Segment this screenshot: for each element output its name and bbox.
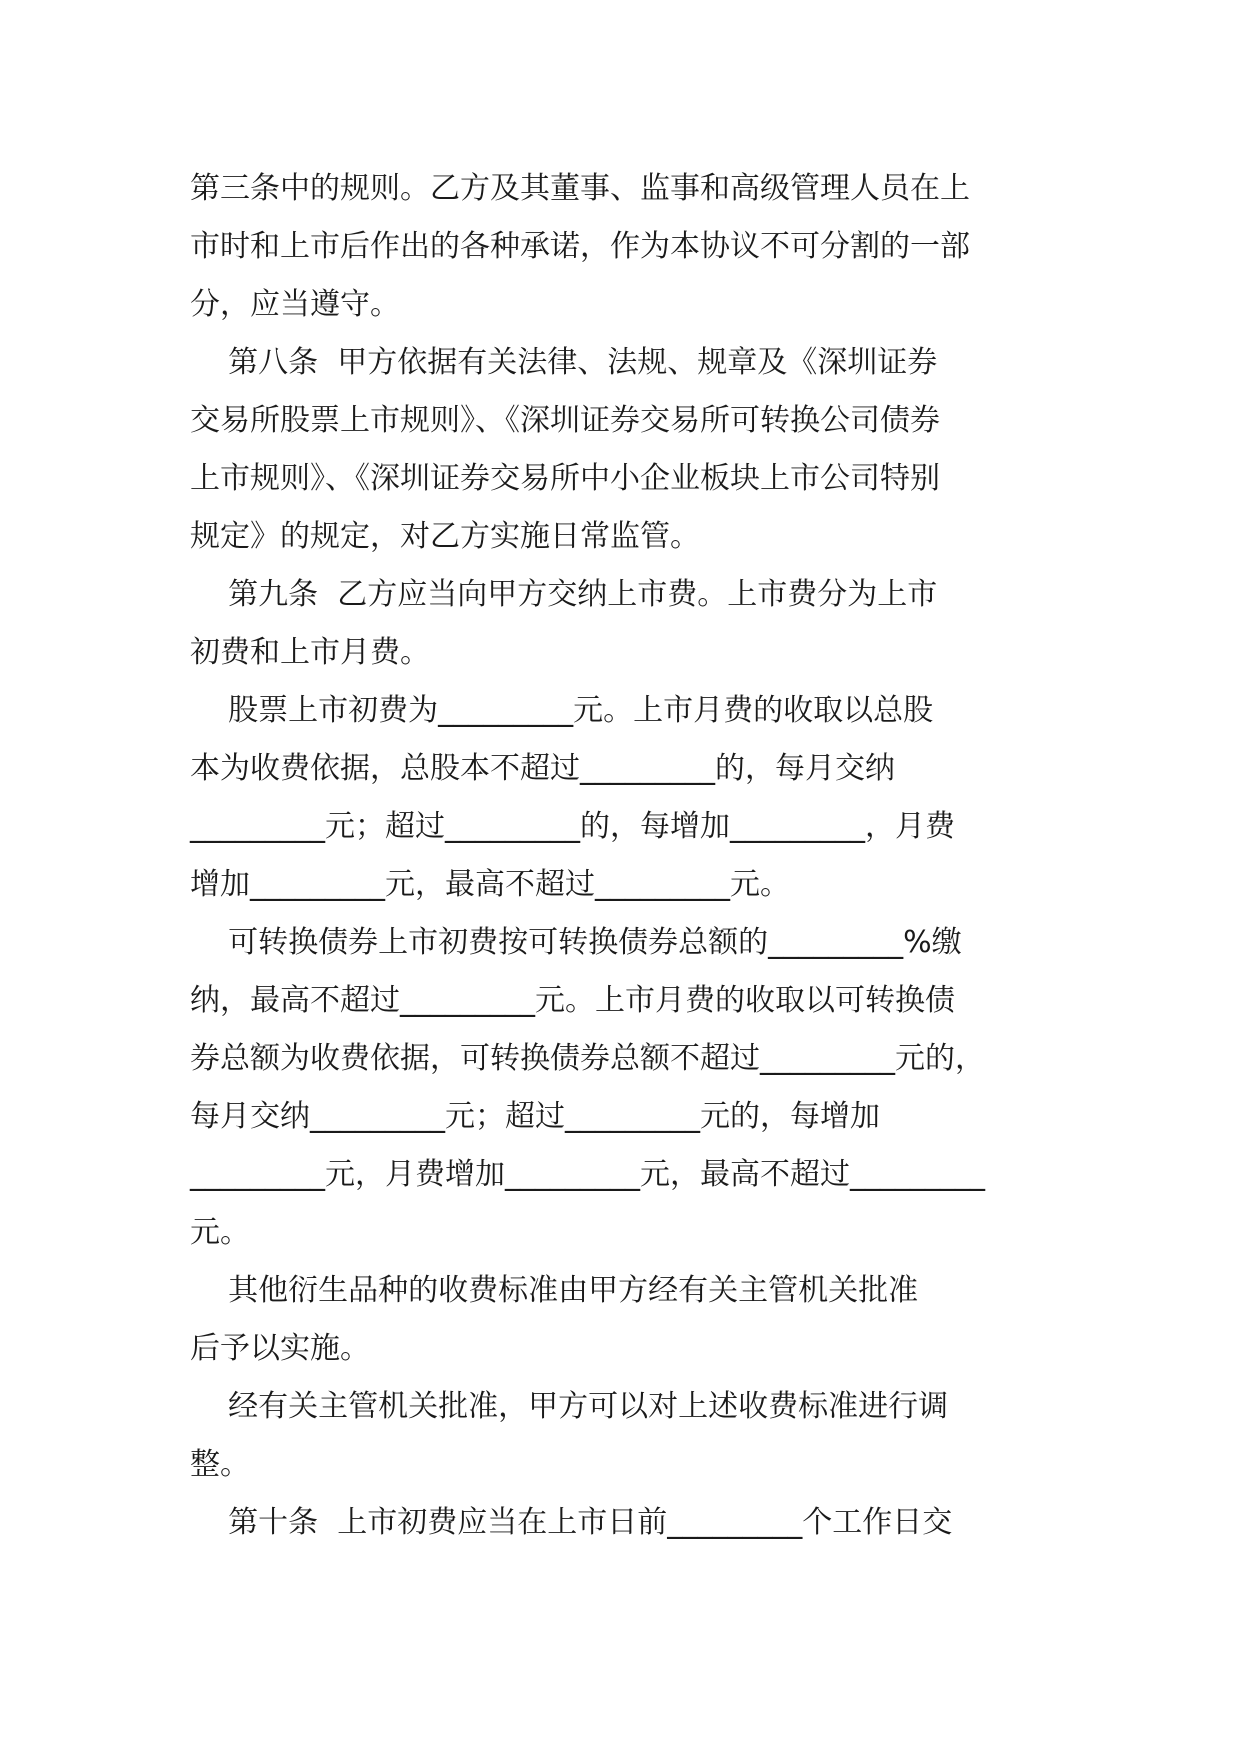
text-line: 初费和上市月费。 — [190, 635, 430, 670]
text-line: 规定》的规定，对乙方实施日常监管。 — [190, 519, 700, 554]
text-line: 第九条 乙方应当向甲方交纳上市费。上市费分为上市 — [190, 577, 938, 612]
text-line: 纳，最高不超过_________元。上市月费的收取以可转换债 — [190, 983, 955, 1018]
text-line: 增加_________元，最高不超过_________元。 — [190, 867, 790, 902]
text-line: 其他衍生品种的收费标准由甲方经有关主管机关批准 — [190, 1273, 919, 1308]
text-line: 每月交纳_________元；超过_________元的，每增加 — [190, 1099, 880, 1134]
text-line: _________元，月费增加_________元，最高不超过_________ — [190, 1157, 985, 1192]
text-line: 股票上市初费为_________元。上市月费的收取以总股 — [190, 693, 934, 728]
text-line: 市时和上市后作出的各种承诺，作为本协议不可分割的一部 — [190, 229, 970, 264]
text-line: 券总额为收费依据，可转换债券总额不超过_________元的， — [190, 1041, 985, 1076]
text-line: 上市规则》、《深圳证券交易所中小企业板块上市公司特别 — [190, 461, 940, 496]
text-line: 后予以实施。 — [190, 1331, 370, 1366]
text-line: 第八条 甲方依据有关法律、法规、规章及《深圳证券 — [190, 345, 938, 380]
agreement-text — [190, 160, 1050, 1552]
text-line: 交易所股票上市规则》、《深圳证券交易所可转换公司债券 — [190, 403, 940, 438]
text-line: _________元；超过_________的，每增加_________，月费 — [190, 809, 955, 844]
text-line: 分，应当遵守。 — [190, 287, 400, 322]
text-line: 经有关主管机关批准，甲方可以对上述收费标准进行调 — [190, 1389, 949, 1424]
text-line: 整。 — [190, 1447, 250, 1482]
text-line: 可转换债券上市初费按可转换债券总额的_________%缴 — [190, 925, 962, 960]
text-line: 第三条中的规则。乙方及其董事、监事和高级管理人员在上 — [190, 171, 970, 206]
text-line: 第十条 上市初费应当在上市日前_________个工作日交 — [190, 1505, 953, 1540]
text-line: 元。 — [190, 1215, 250, 1250]
text-line: 本为收费依据，总股本不超过_________的，每月交纳 — [190, 751, 895, 786]
